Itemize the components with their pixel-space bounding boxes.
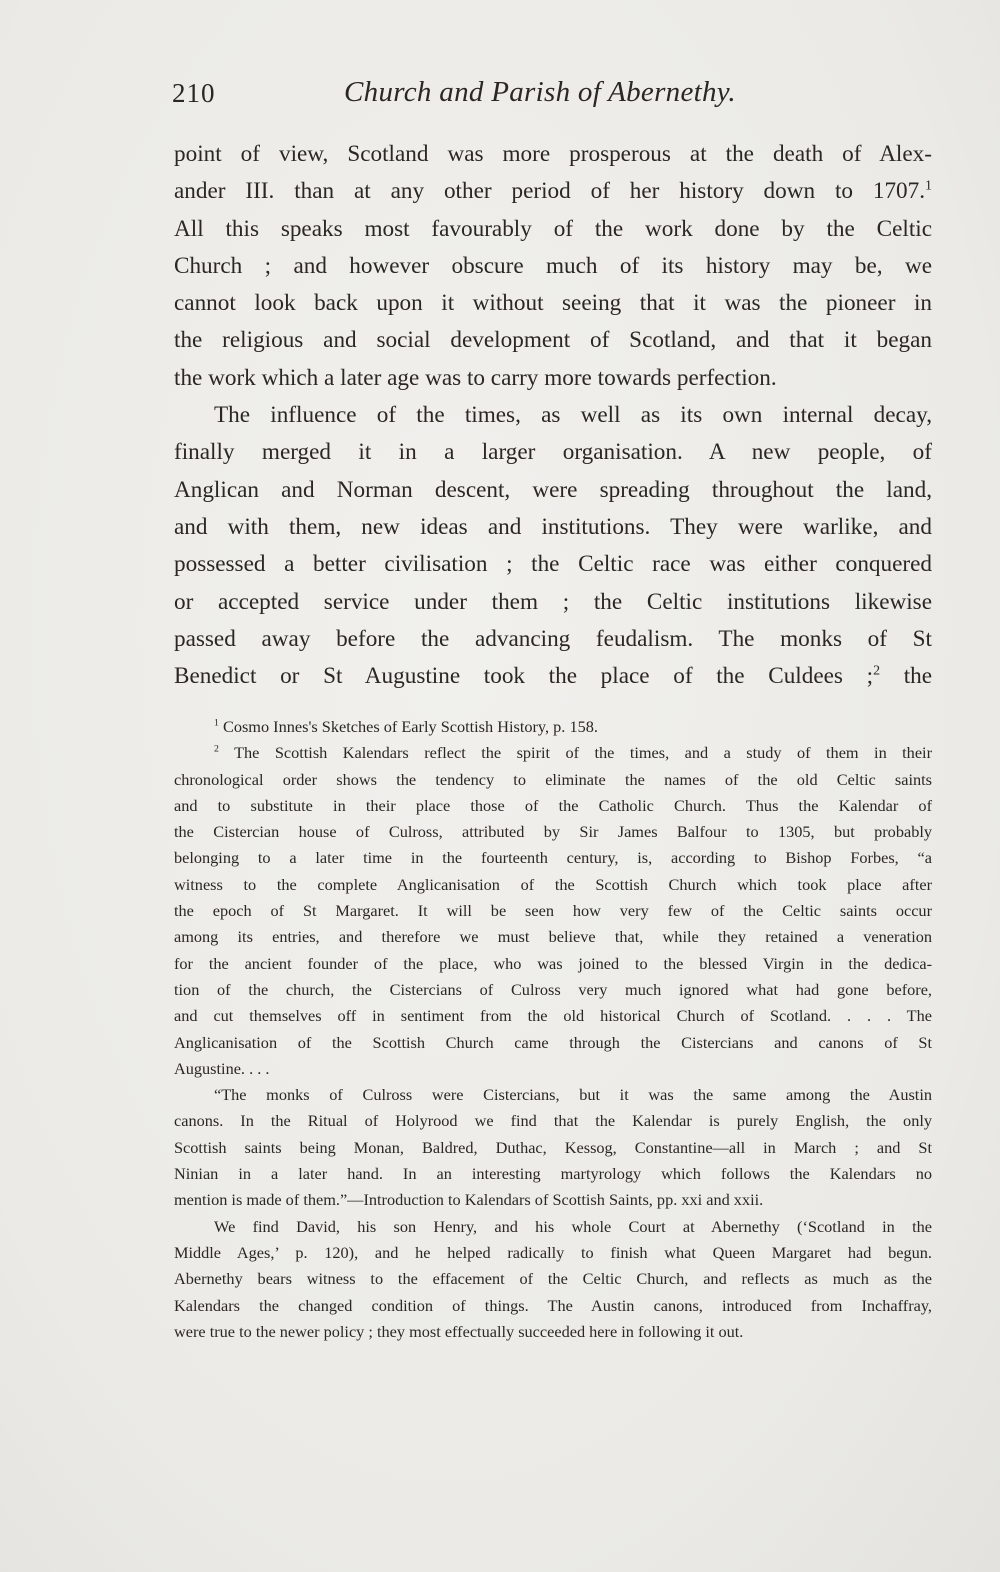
footnote-final-line: Abernethy bears witness to the effacement of the Celtic Church, and reflects as much as the — [174, 1269, 932, 1289]
body-line: cannot look back upon it without seeing that it was the pioneer in — [174, 290, 932, 317]
footnote-final-line: were true to the newer policy ; they most effectually succeeded here in following it out. — [174, 1321, 744, 1341]
body-line-text: Benedict or St Augustine took the place of the Culdees ; — [174, 663, 874, 690]
footnote-1 — [174, 714, 932, 740]
footnote-quote-line: Ninian in a later hand. In an interesting martyrology which follows the Kalendars no — [174, 1164, 932, 1184]
footnote-final-line: Kalendars the changed condition of things. The Austin canons, introduced from Inchaffray, — [174, 1295, 932, 1315]
footnote-mark: 1 — [214, 717, 219, 729]
body-line: The influence of the times, as well as its own internal decay, — [214, 402, 932, 429]
footnote-quote-line: mention is made of them.”—Introduction to Kalendars of Scottish Saints, pp. xxi and xxii. — [174, 1190, 764, 1210]
footnotes — [174, 714, 932, 1345]
footnote-2-line: for the ancient founder of the place, who was joined to the blessed Virgin in the dedica- — [174, 953, 932, 973]
body-line: finally merged it in a larger organisation. A new people, of — [174, 439, 932, 466]
footnote-2-line: the Cistercian house of Culross, attributed by Sir James Balfour to 1305, but probably — [174, 822, 932, 842]
footnote-2-line: among its entries, and therefore we must believe that, while they retained a veneration — [174, 927, 932, 947]
footnote-text: The Scottish Kalendars reflect the spirit of the times, and a study of them in their — [234, 743, 932, 763]
footnote-2-line: Anglicanisation of the Scottish Church came through the Cistercians and canons of St — [174, 1032, 932, 1052]
footnote-2-line: the epoch of St Margaret. It will be seen how very few of the Celtic saints occur — [174, 901, 932, 921]
body-line: point of view, Scotland was more prosperous at the death of Alex- — [174, 141, 932, 167]
footnote-text: Cosmo Innes's Sketches of Early Scottish History, p. 158. — [222, 717, 598, 736]
body-line: or accepted service under them ; the Celtic institutions likewise — [174, 588, 932, 615]
body-line: All this speaks most favourably of the work done by the Celtic — [174, 215, 932, 242]
footnote-2-line: and cut themselves off in sentiment from the old historical Church of Scotland. . . . The — [174, 1006, 932, 1026]
footnote-2-line: Augustine. . . . — [174, 1058, 270, 1078]
body-line: possessed a better civilisation ; the Celtic race was either conquered — [174, 551, 932, 578]
footnote-2-line: tion of the church, the Cistercians of Culross very much ignored what had gone before, — [174, 979, 932, 999]
footnote-ref-2: 2 — [873, 663, 881, 679]
body-line: and with them, new ideas and institutions. They were warlike, and — [174, 513, 932, 540]
footnote-final-line: Middle Ages,’ p. 120), and he helped radically to finish what Queen Margaret had begun. — [174, 1242, 932, 1262]
body-line-text: ander III. than at any other period of her history down to 1707. — [174, 178, 926, 205]
body-line: passed away before the advancing feudalism. The monks of St — [174, 625, 932, 652]
footnote-mark: 2 — [214, 743, 219, 755]
body-line: Church ; and however obscure much of its history may be, we — [174, 252, 932, 279]
footnote-2-line: chronological order shows the tendency to eliminate the names of the old Celtic saints — [174, 769, 932, 789]
page-number: 210 — [172, 78, 216, 108]
running-title: Church and Parish of Abernethy. — [344, 76, 736, 108]
footnote-ref-1: 1 — [925, 178, 932, 194]
footnote-2-line: witness to the complete Anglicanisation of the Scottish Church which took place after — [174, 874, 932, 894]
footnote-2-line — [174, 740, 932, 766]
footnote-final-line: We find David, his son Henry, and his whole Court at Abernethy (‘Scotland in the — [214, 1216, 932, 1236]
body-line: the work which a later age was to carry more towards perfection. — [174, 364, 777, 391]
footnote-2-line: belonging to a later time in the fourteenth century, is, according to Bishop Forbes, “a — [174, 848, 932, 868]
body-line — [174, 658, 932, 695]
footnote-2-line: and to substitute in their place those of the Catholic Church. Thus the Kalendar of — [174, 795, 932, 815]
running-head — [172, 78, 934, 118]
main-text — [174, 136, 932, 695]
body-line-text: the — [903, 663, 933, 690]
body-line: the religious and social development of Scotland, and that it began — [174, 327, 932, 354]
body-line: Anglican and Norman descent, were spreading throughout the land, — [174, 476, 932, 503]
body-line — [174, 173, 932, 210]
footnote-quote-line: “The monks of Culross were Cistercians, but it was the same among the Austin — [214, 1085, 932, 1105]
footnote-quote-line: canons. In the Ritual of Holyrood we find that the Kalendar is purely English, the only — [174, 1111, 932, 1131]
footnote-quote-line: Scottish saints being Monan, Baldred, Duthac, Kessog, Constantine—all in March ; and St — [174, 1137, 932, 1157]
